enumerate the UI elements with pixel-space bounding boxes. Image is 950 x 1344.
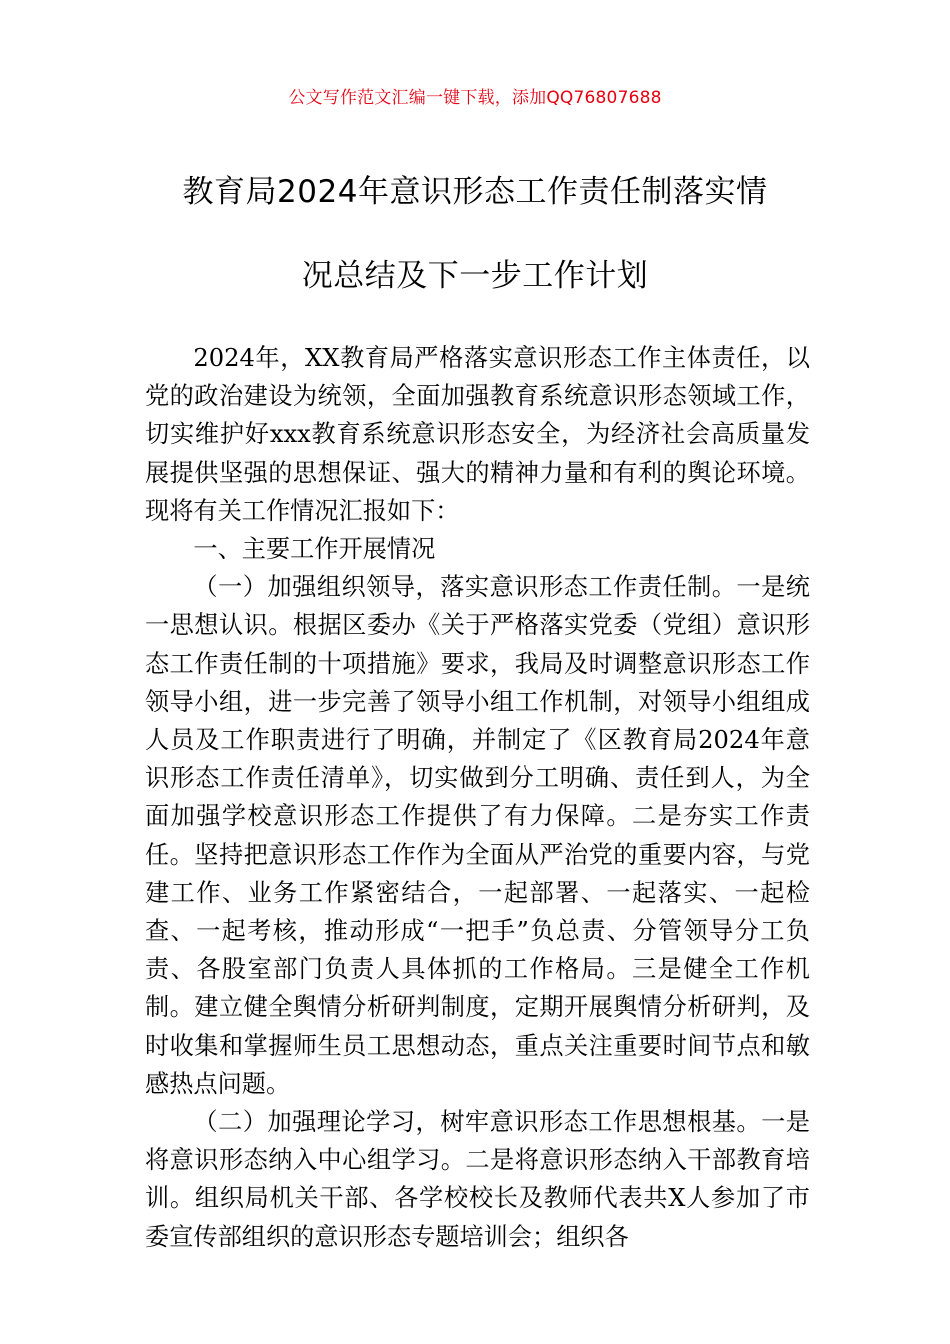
title-line-1: 教育局2024年意识形态工作责任制落实情 (182, 174, 768, 210)
intro-paragraph: 2024年，XX教育局严格落实意识形态工作主体责任，以党的政治建设为统领，全面加强教育系统意识形态领域工作，切实维护好xxx教育系统意识形态安全，为经济社会高质量发展提供坚强的思想保证、强大的精神力量和有利的舆论环境。现将有关工作情况汇报如下： (145, 344, 810, 525)
document-title (140, 150, 810, 318)
section-heading: 一、主要工作开展情况 (193, 535, 436, 564)
title-line-2: 况总结及下一步工作计划 (301, 258, 649, 294)
body-paragraph: （一）加强组织领导，落实意识形态工作责任制。一是统一思想认识。根据区委办《关于严格落实党委（党组）意识形态工作责任制的十项措施》要求，我局及时调整意识形态工作领导小组，进一步完善了领导小组工作机制，对领导小组组成人员及工作职责进行了明确，并制定了《区教育局2024年意识形态工作责任清单》，切实做到分工明确、责任到人，为全面加强学校意识形态工作提供了有力保障。二是夯实工作责任。坚持把意识形态工作作为全面从严治党的重要内容，与党建工作、业务工作紧密结合，一起部署、一起落实、一起检查、一起考核，推动形成“一把手”负总责、分管领导分工负责、各股室部门负责人具体抓的工作格局。三是健全工作机制。建立健全舆情分析研判制度，定期开展舆情分析研判，及时收集和掌握师生员工思想动态，重点关注重要时间节点和敏感热点问题。 (145, 573, 810, 1098)
body-paragraph: （二）加强理论学习，树牢意识形态工作思想根基。一是将意识形态纳入中心组学习。二是将意识形态纳入干部教育培训。组织局机关干部、各学校校长及教师代表共X人参加了市委宣传部组织的意识形态专题培训会；组织各 (145, 1108, 810, 1251)
download-banner: 公文写作范文汇编一键下载，添加QQ76807688 (288, 88, 662, 108)
document-body (145, 339, 810, 1256)
